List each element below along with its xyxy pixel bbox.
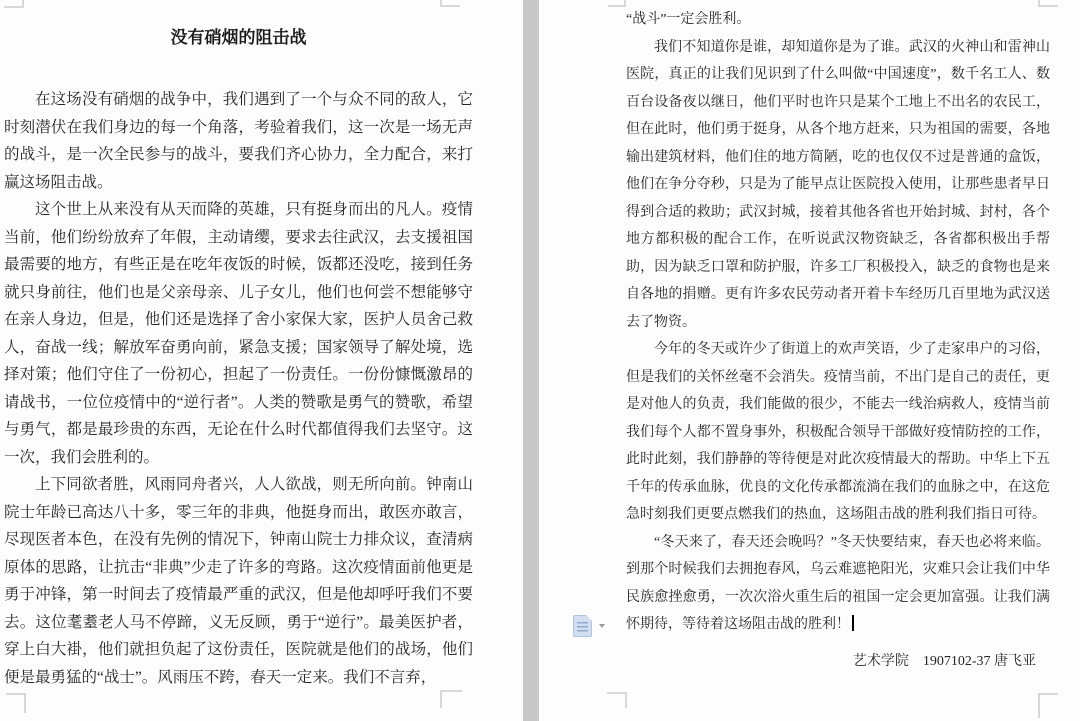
paragraph[interactable]: “战斗”一定会胜利。: [626, 12, 751, 27]
paragraph-text: “冬天来了，春天还会晚吗？”冬天快要结束，春天也必将来临。到那个时候我们去拥抱春风，乌云难遮艳阳光，灾难只会让我们中华民族愈挫愈勇，一次次浴火重生后的祖国一定会更加富强。让我们满怀期待，等待着这场阻击战的胜利！: [626, 534, 1050, 632]
page-1[interactable]: [0, 0, 523, 721]
crop-mark-top-left: [608, 0, 626, 7]
crop-mark-bottom-left: [6, 693, 26, 713]
paste-options-button[interactable]: [571, 613, 613, 639]
chevron-down-icon[interactable]: [599, 624, 605, 628]
text-cursor: [852, 615, 854, 631]
page-2[interactable]: [539, 0, 1080, 721]
page-gap: [523, 0, 539, 721]
signature[interactable]: 艺术学院 1907102-37 唐飞亚: [852, 653, 1036, 669]
paragraph[interactable]: 今年的冬天或许少了街道上的欢声笑语，少了走家串户的习俗，但是我们的关怀丝毫不会消失。疫情当前，不出门是自己的责任，更是对他人的负责，我们能做的很少，不能去一线治病救人，疫情当前我们每个人都不置身事外，积极配合领导干部做好疫情防控的工作，此时此刻，我们静静的等待便是对此次疫情最大的帮助。中华上下五千年的传承血脉，优良的文化传承都流淌在我们的血脉之中，在这危急时刻我们更要点燃我们的热血，这场阻击战的胜利我们指日可待。: [626, 342, 1050, 522]
crop-mark-top-left: [4, 0, 24, 8]
page-2-text-column: [626, 0, 1050, 689]
page-1-text-column: [4, 0, 473, 691]
paragraph[interactable]: 在这场没有硝烟的战争中，我们遇到了一个与众不同的敌人，它时刻潜伏在我们身边的每一个角落，考验着我们，这一次是一场无声的战斗，是一次全民参与的战斗，要我们齐心协力，全力配合，来打赢这场阻击战。: [4, 91, 473, 191]
crop-mark-bottom-right: [1038, 693, 1058, 718]
document-title[interactable]: 没有硝烟的阻击战: [170, 28, 307, 47]
crop-mark-bottom-left: [607, 692, 627, 708]
paragraph[interactable]: [626, 529, 1050, 639]
crop-mark-bottom-right: [440, 690, 462, 708]
crop-mark-top-right: [1038, 0, 1058, 7]
paragraph[interactable]: 这个世上从来没有从天而降的英雄，只有挺身而出的凡人。疫情当前，他们纷纷放弃了年假，主动请缨，要求去往武汉，去支援祖国最需要的地方，有些正是在吃年夜饭的时候，饭都还没吃，接到任务就只身前往，他们也是父亲母亲、儿子女儿，他们也何尝不想能够守在亲人身边，但是，他们还是选择了舍小家保大家，医护人员舍己救人，奋战一线；解放军奋勇向前，紧急支援；国家领导了解处境，选择对策；他们守住了一份初心，担起了一份责任。一份份慷慨激昂的请战书，一位位疫情中的“逆行者”。人类的赞歌是勇气的赞歌，希望与勇气，都是最珍贵的东西，无论在什么时代都值得我们去坚守。这一次，我们会胜利的。: [4, 201, 473, 466]
paste-options-icon[interactable]: [573, 615, 592, 637]
crop-mark-top-right: [440, 0, 460, 7]
paragraph[interactable]: 我们不知道你是谁，却知道你是为了谁。武汉的火神山和雷神山医院，真正的让我们见识到了什么叫做“中国速度”，数千名工人、数百台设备夜以继日，他们平时也许只是某个工地上不出名的农民工，但在此时，他们勇于挺身，从各个地方赶来，只为祖国的需要，各地输出建筑材料，他们住的地方简陋，吃的也仅仅不过是普通的盒饭，他们在争分夺秒，只是为了能早点让医院投入使用，让那些患者早日得到合适的救助；武汉封城，接着其他各省也开始封城、封村，各个地方都积极的配合工作，在听说武汉物资缺乏，各省都积极出手帮助，因为缺乏口罩和防护服，许多工厂积极投入，缺乏的食物也是来自各地的捐赠。更有许多农民劳动者开着卡车经历几百里地为武汉送去了物资。: [626, 39, 1050, 330]
paragraph[interactable]: 上下同欲者胜，风雨同舟者兴，人人欲战，则无所向前。钟南山院士年龄已高达八十多，零三年的非典，他挺身而出，敢医亦敢言，尽现医者本色，在没有先例的情况下，钟南山院士力排众议，查清病原体的思路，让抗击“非典”少走了许多的弯路。这次疫情面前他更是勇于冲锋，第一时间去了疫情最严重的武汉，但是他却呼吁我们不要去。这位耄耋老人马不停蹄，义无反顾，勇于“逆行”。最美医护者，穿上白大褂，他们就担负起了这份责任，医院就是他们的战场，他们便是最勇猛的“战士”。风雨压不跨，春天一定来。我们不言弃，: [4, 476, 473, 686]
